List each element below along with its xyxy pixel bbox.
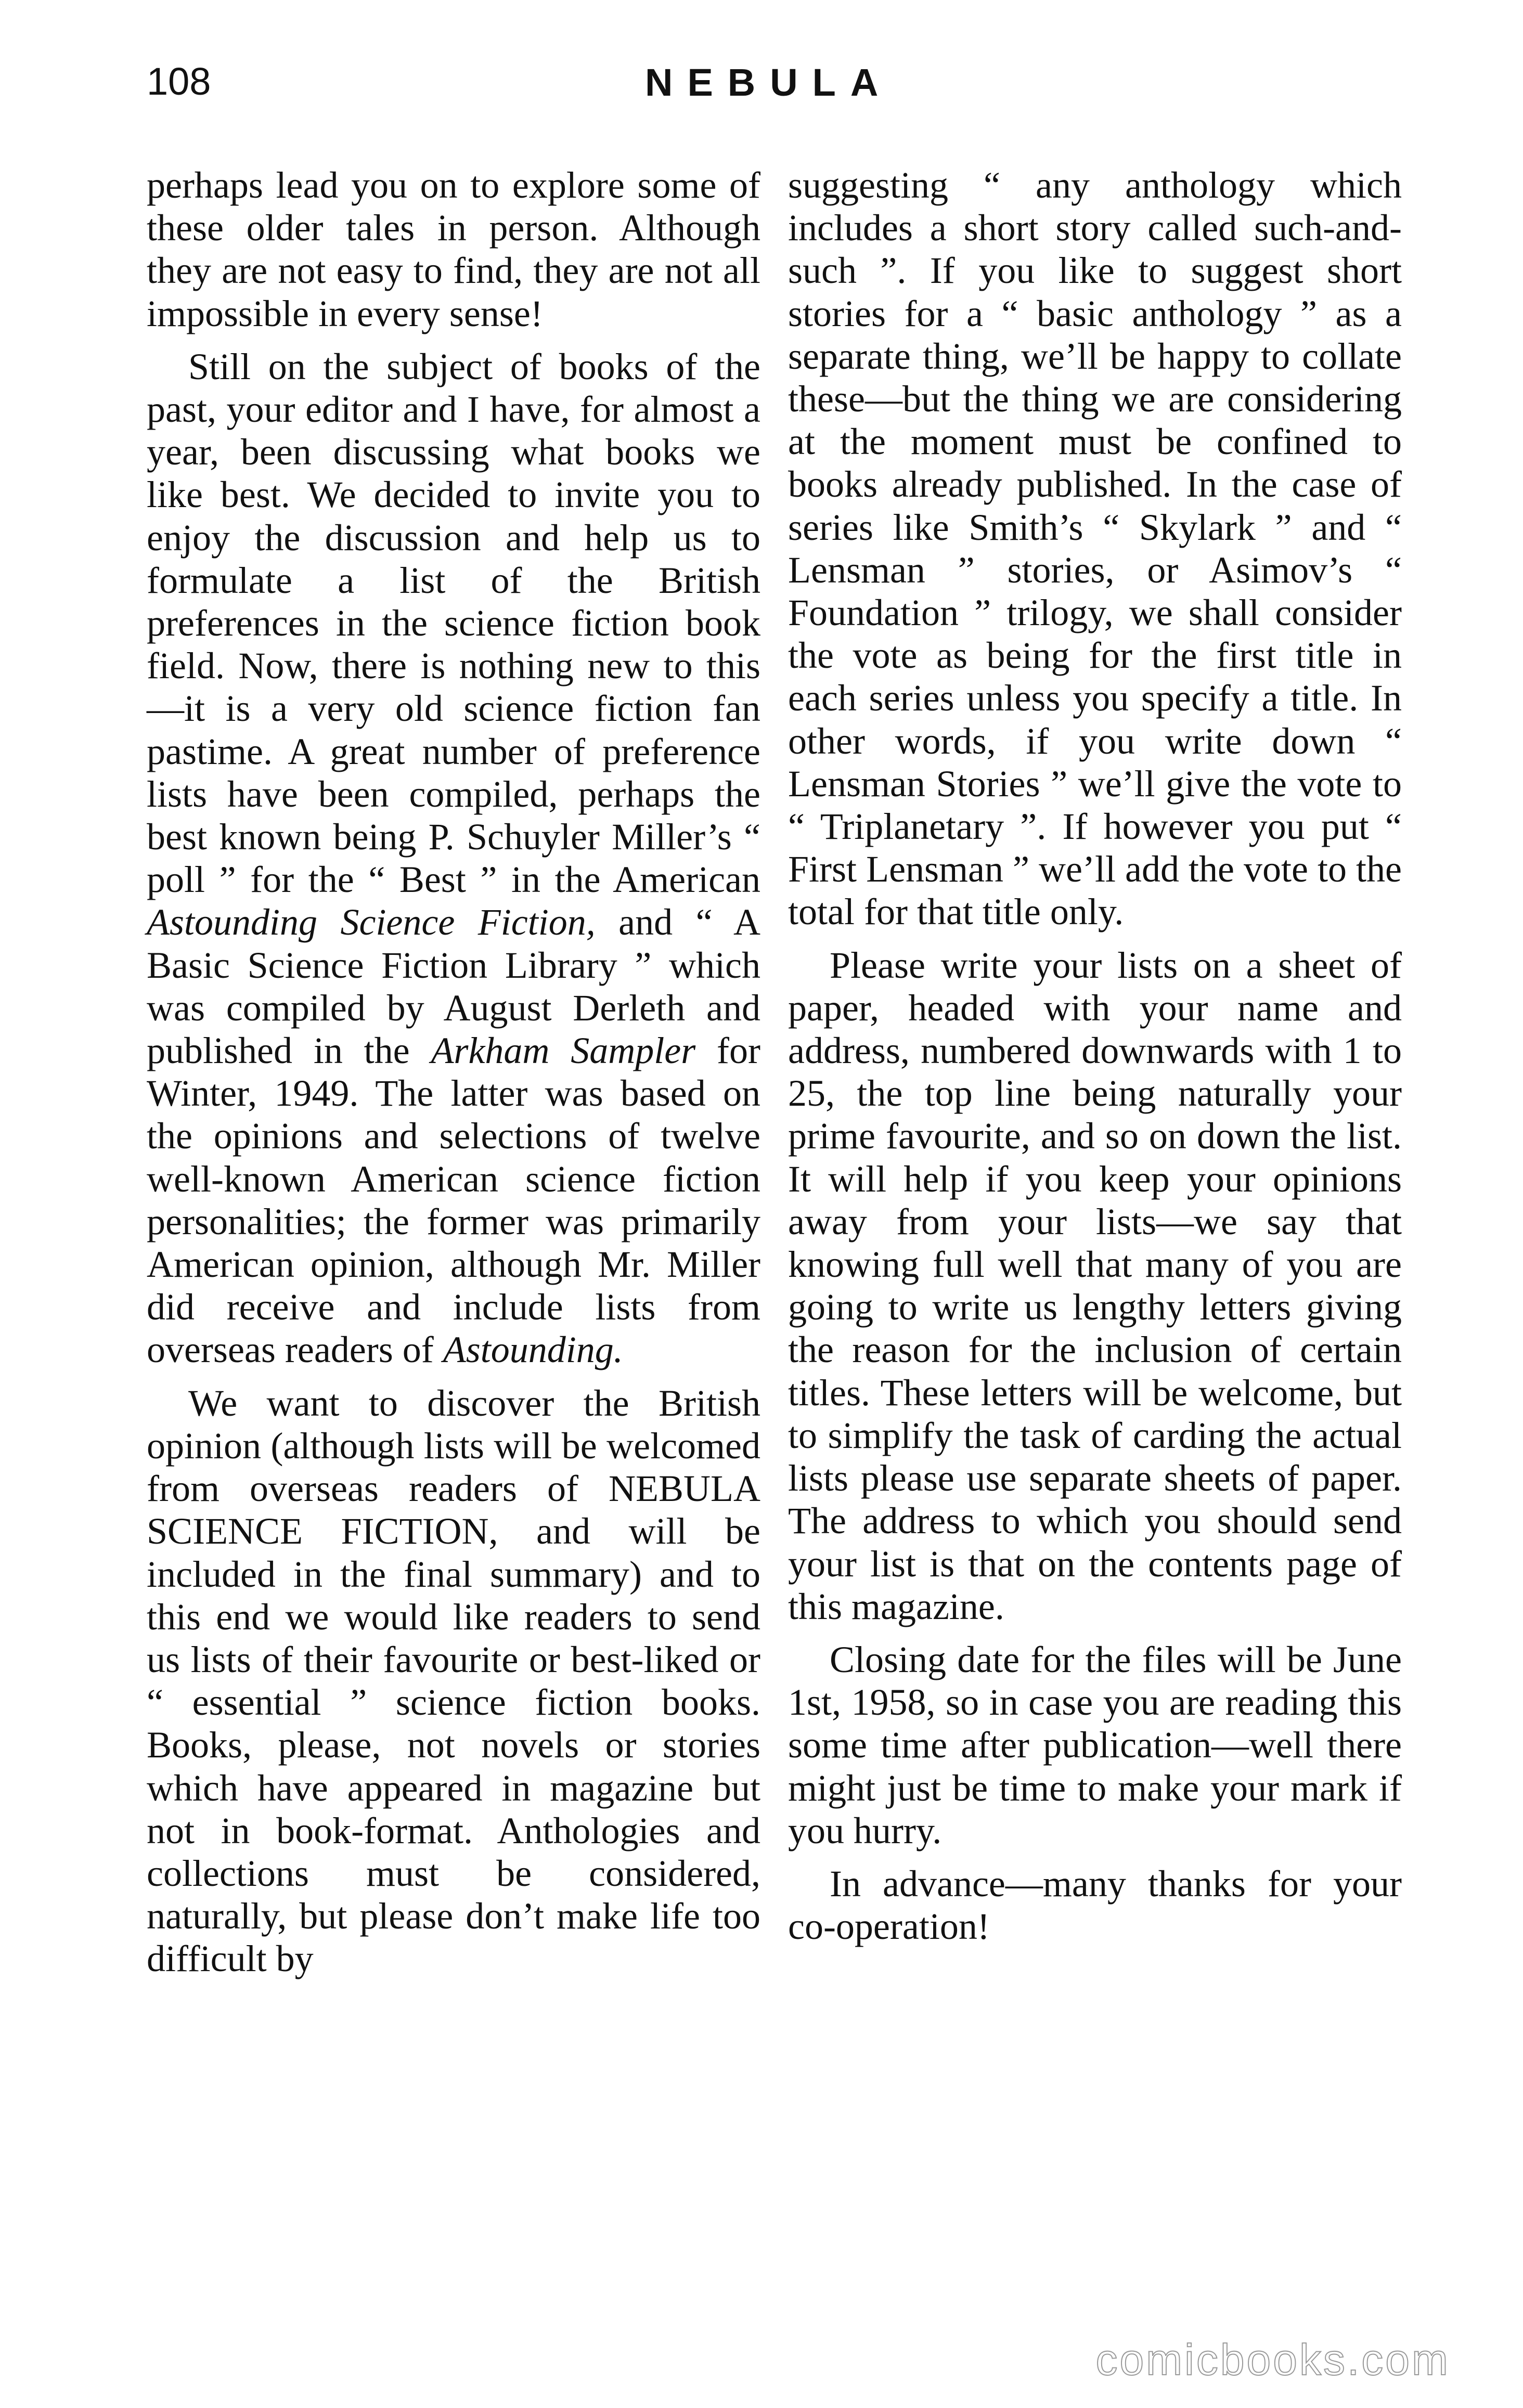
text-run: and “ A Basic Science Fiction Library ” which was compiled by August Derleth and published in the (147, 901, 760, 1072)
paragraph (147, 164, 760, 335)
watermark: comicbooks.com (1095, 2335, 1450, 2384)
text-run: We want to discover the British opinion (although lists will be welcomed from overseas readers of NEBULA SCIENCE FICTION, and will be included in the final summary) and to this end we would like readers to send us lists of their favourite or best-liked or “ essential ” science fiction books. Books, please, not novels or stories which have appeared in magazine but not in book-format. Anthologies and collections must be considered, naturally, but please don’t make life too difficult by (147, 1382, 760, 1980)
text-run: Closing date for the files will be June 1st, 1958, so in case you are reading this some time after publication—well there might just be time to make your mark if you hurry. (788, 1638, 1402, 1852)
text-run: for Winter, 1949. The latter was based on the opinions and selections of twelve well-known American science fiction personalities; the former was primarily American opinion, although Mr. Miller did receive and include lists from overseas readers of (147, 1030, 761, 1371)
left-column (147, 164, 760, 1980)
page-number: 108 (147, 60, 211, 103)
text-run: suggesting “ any anthology which includes a short story called such-and-such ”. If you like to suggest short stories for a “ basic anthology ” as a separate thing, we’ll be happy to collate these—but the thing we are considering at the moment must be confined to books already published. In the case of series like Smith’s “ Skylark ” and “ Lensman ” stories, or Asimov’s “ Foundation ” trilogy, we shall consider the vote as being for the first title in each series unless you specify a title. In other words, if you write down “ Lensman Stories ” we’ll give the vote to “ Triplanetary ”. If however you put “ First Lensman ” we’ll add the vote to the total for that title only. (788, 164, 1402, 933)
text-run: perhaps lead you on to explore some of these older tales in person. Although they are not easy to find, they are not all impossible in every sense! (147, 164, 760, 334)
text-run: Still on the subject of books of the past, your editor and I have, for almost a year, been discussing what books we like best. We decided to invite you to enjoy the discussion and help us to formulate a list of the British preferences in the science fiction book field. Now, there is nothing new to this—it is a very old science fiction fan pastime. A great number of preference lists have been compiled, perhaps the best known being P. Schuyler Miller’s “ poll ” for the “ Best ” in the American (147, 345, 760, 901)
running-head: NEBULA (645, 61, 893, 104)
paragraph (147, 1382, 760, 1980)
paragraph (788, 164, 1402, 934)
right-column (788, 164, 1402, 1948)
paragraph (788, 944, 1402, 1628)
paragraph (788, 1862, 1402, 1948)
paragraph (788, 1638, 1402, 1852)
text-run: Please write your lists on a sheet of paper, headed with your name and address, numbered downwards with 1 to 25, the top line being naturally your prime favourite, and so on down the list. It will help if you keep your opinions away from your lists—we say that knowing full well that many of you are going to write us lengthy letters giving the reason for the inclusion of certain titles. These letters will be welcome, but to simplify the task of carding the actual lists please use separate sheets of paper. The address to which you should send your list is that on the contents page of this magazine. (788, 944, 1402, 1627)
italic-title: Arkham Sampler (431, 1030, 696, 1072)
paragraph (147, 345, 760, 1371)
italic-title: Astounding Science Fiction, (147, 901, 596, 943)
italic-title: Astounding. (443, 1329, 623, 1371)
text-run: In advance—many thanks for your co-operation! (788, 1862, 1402, 1948)
